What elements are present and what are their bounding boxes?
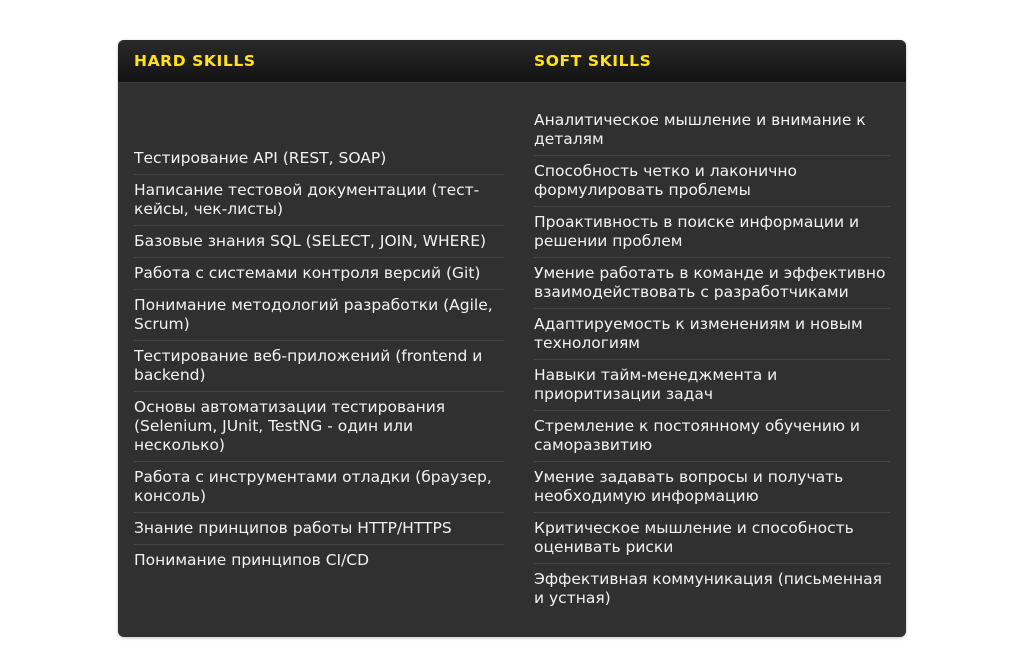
hard-skill-text: Написание тестовой документации (тест-кейсы, чек-листы) [134, 181, 480, 218]
list-item [134, 545, 504, 576]
soft-skill-text: Стремление к постоянному обучению и саморазвитию [534, 417, 861, 454]
hard-skill-text: Тестирование API (REST, SOAP) [134, 149, 387, 167]
list-item [534, 105, 890, 156]
soft-skill-text: Способность четко и лаконично формулировать проблемы [534, 162, 797, 199]
list-item [134, 392, 504, 462]
hard-skill-text: Тестирование веб-приложений (frontend и backend) [134, 347, 483, 384]
hard-skill-text: Базовые знания SQL (SELECT, JOIN, WHERE) [134, 232, 487, 250]
list-item [534, 360, 890, 411]
hard-skill-text: Понимание принципов CI/CD [134, 551, 370, 569]
list-item [134, 175, 504, 226]
hard-skill-text: Понимание методологий разработки (Agile, Scrum) [134, 296, 493, 333]
list-item [534, 207, 890, 258]
soft-skills-list [534, 95, 890, 624]
hard-skill-text: Основы автоматизации тестирования (Selenium, JUnit, TestNG - один или несколько) [134, 398, 446, 454]
soft-skill-text: Аналитическое мышление и внимание к деталям [534, 111, 866, 148]
list-item [134, 226, 504, 258]
soft-skill-text: Адаптируемость к изменениям и новым технологиям [534, 315, 863, 352]
soft-skills-heading: SOFT SKILLS [534, 52, 652, 70]
soft-skill-text: Навыки тайм-менеджмента и приоритизации задач [534, 366, 778, 403]
soft-skill-text: Эффективная коммуникация (письменная и устная) [534, 570, 882, 607]
list-item [534, 462, 890, 513]
list-item [134, 462, 504, 513]
table-header [118, 40, 906, 83]
soft-skill-text: Умение задавать вопросы и получать необходимую информацию [534, 468, 844, 505]
list-item [534, 564, 890, 614]
list-item [534, 156, 890, 207]
soft-skill-text: Критическое мышление и способность оценивать риски [534, 519, 854, 556]
list-item [134, 513, 504, 545]
hard-skill-text: Работа с инструментами отладки (браузер, консоль) [134, 468, 492, 505]
list-item [534, 258, 890, 309]
list-item [534, 411, 890, 462]
list-item [134, 143, 504, 175]
hard-skill-text: Знание принципов работы HTTP/HTTPS [134, 519, 452, 537]
soft-skill-text: Проактивность в поиске информации и решении проблем [534, 213, 860, 250]
hard-skill-text: Работа с системами контроля версий (Git) [134, 264, 481, 282]
list-item [534, 513, 890, 564]
soft-skill-text: Умение работать в команде и эффективно взаимодействовать с разработчиками [534, 264, 886, 301]
hard-skills-list [134, 95, 493, 624]
list-item [134, 258, 504, 290]
skills-table [118, 40, 906, 637]
list-item [534, 309, 890, 360]
list-item [134, 341, 504, 392]
list-item [134, 290, 504, 341]
hard-skills-heading: HARD SKILLS [134, 52, 256, 70]
